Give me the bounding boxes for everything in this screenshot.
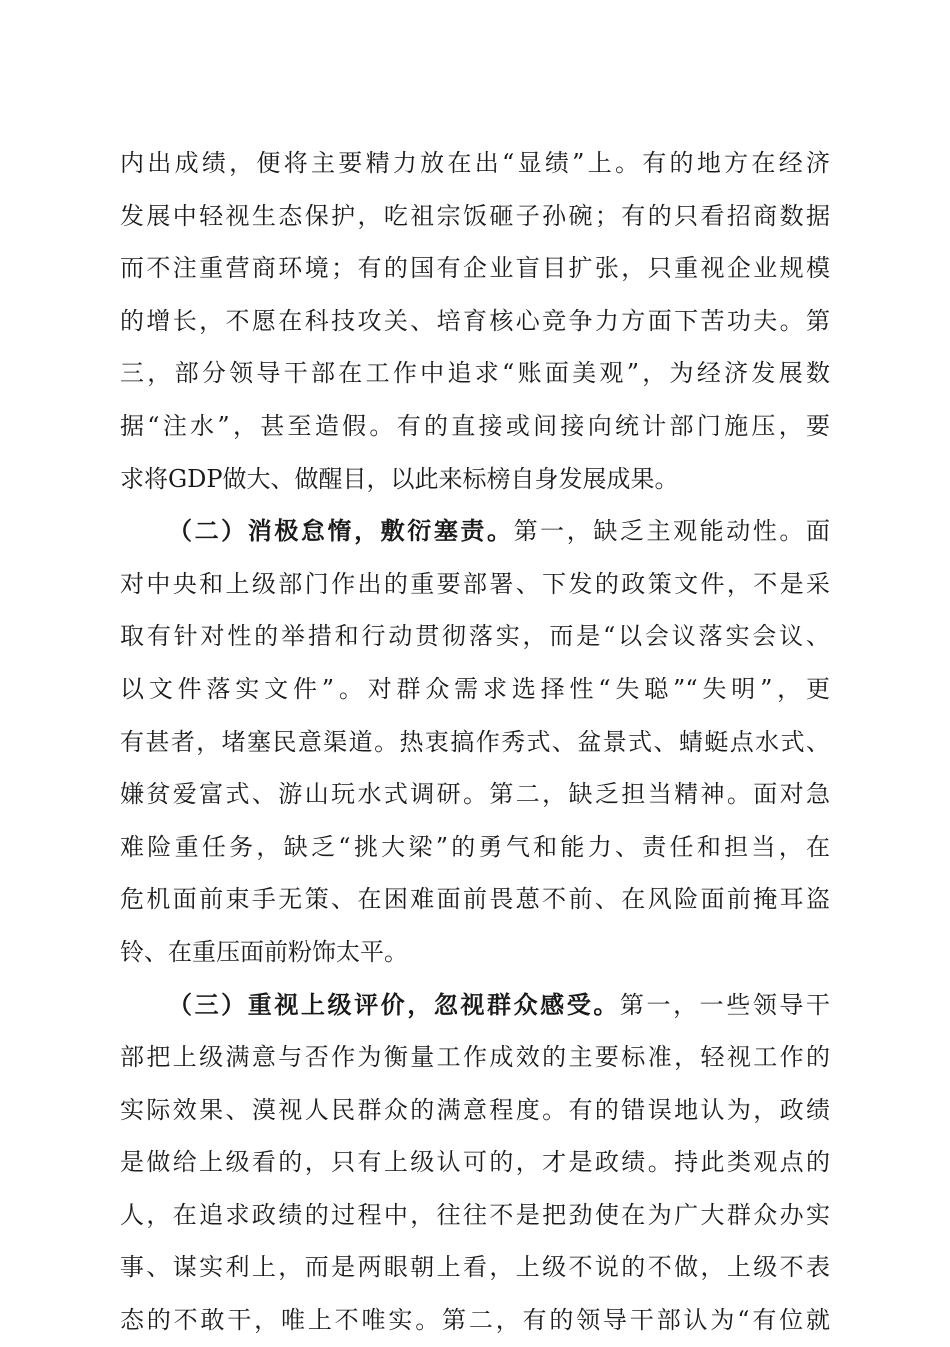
text-span: 第一，缺乏主观能动性。面 [513,517,831,546]
section-heading: （三）重视上级评价，忽视群众感受。 [168,989,620,1019]
text-line: 态的不敢干，唯上不唯实。第二，有的领导干部认为“有位就 [120,1306,830,1335]
text-line: 以文件落实文件”。对群众需求选择性“失聪”“失明”，更 [120,674,830,703]
text-line: 铃、在重压面前粉饰太平。 [120,937,408,966]
text-line: 人，在追求政绩的过程中，往往不是把劲使在为广大群众办实 [120,1200,830,1229]
document-body [120,137,830,1347]
text-line: 事、谋实利上，而是两眼朝上看，上级不说的不做，上级不表 [120,1253,830,1282]
text-line: 内出成绩，便将主要精力放在出“显绩”上。有的地方在经济 [120,149,830,177]
paragraph-first-line [120,505,830,558]
text-span: 第一，一些领导干 [619,990,831,1019]
text-line: 三，部分领导干部在工作中追求“账面美观”，为经济发展数 [120,359,830,388]
text-line: 求将GDP做大、做醒目，以此来标榜自身发展成果。 [120,464,679,493]
text-line: 危机面前束手无策、在困难面前畏葸不前、在风险面前掩耳盗 [120,885,830,914]
text-line: 部把上级满意与否作为衡量工作成效的主要标准，轻视工作的 [120,1043,830,1072]
paragraph-first-line [120,979,830,1032]
text-line: 取有针对性的举措和行动贯彻落实，而是“以会议落实会议、 [120,622,830,651]
text-line: 是做给上级看的，只有上级认可的，才是政绩。持此类观点的 [120,1148,830,1177]
text-line: 的增长，不愿在科技攻关、培育核心竞争力方面下苦功夫。第 [120,306,830,335]
paragraph-3 [120,979,830,1347]
text-line: 难险重任务，缺乏“挑大梁”的勇气和能力、责任和担当，在 [120,832,830,861]
paragraph-2 [120,505,830,978]
text-line: 实际效果、漠视人民群众的满意程度。有的错误地认为，政绩 [120,1095,830,1124]
text-line: 而不注重营商环境；有的国有企业盲目扩张，只重视企业规模 [120,254,830,283]
text-line: 有甚者，堵塞民意渠道。热衷搞作秀式、盆景式、蜻蜓点水式、 [120,727,830,756]
text-line: 嫌贫爱富式、游山玩水式调研。第二，缺乏担当精神。面对急 [120,780,830,809]
text-line: 据“注水”，甚至造假。有的直接或间接向统计部门施压，要 [120,411,830,440]
text-line: 发展中轻视生态保护，吃祖宗饭砸子孙碗；有的只看招商数据 [120,201,830,230]
text-line: 对中央和上级部门作出的重要部署、下发的政策文件，不是采 [120,569,830,598]
section-heading: （二）消极怠惰，敷衍塞责。 [168,516,514,546]
paragraph-1 [120,137,830,505]
